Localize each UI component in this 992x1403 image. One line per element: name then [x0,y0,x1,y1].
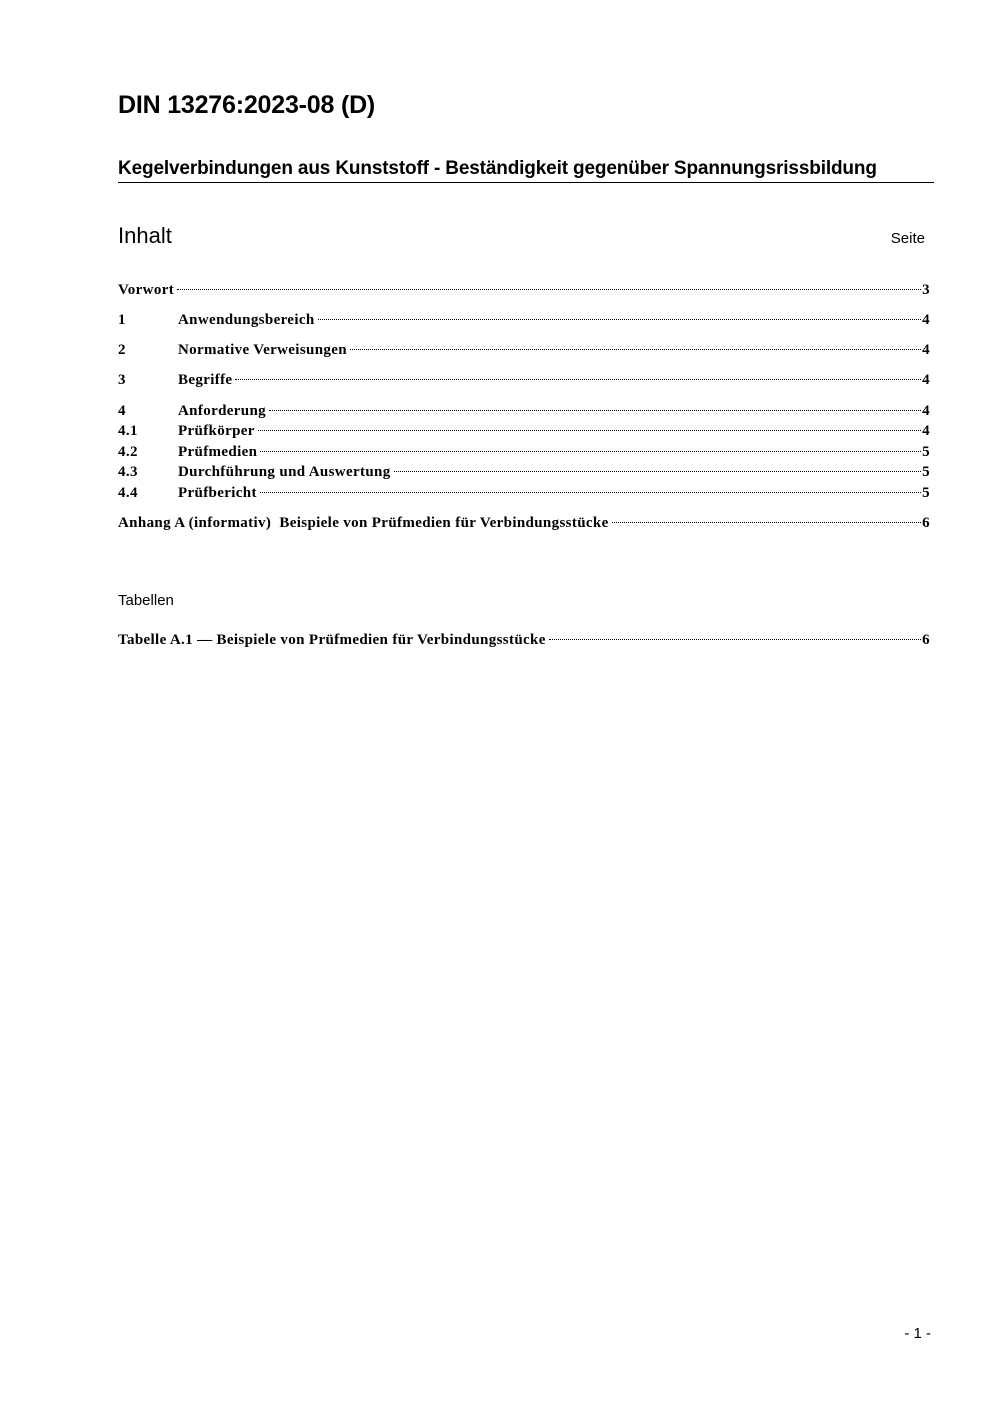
toc-leader [350,349,921,350]
toc-entry-label: Anhang A (informativ) Beispiele von Prüfmedien für Verbindungsstücke [118,515,609,531]
toc-entry-page: 5 [922,485,930,501]
toc-entry-page: 5 [922,444,930,460]
toc-entry-4-2[interactable] [118,442,930,462]
toc-entry-number: 2 [118,342,126,358]
toc-entry-number: 1 [118,312,126,328]
document-title: Kegelverbindungen aus Kunststoff - Beständigkeit gegenüber Spannungsrissbildung [118,157,934,183]
toc-entry-vorwort[interactable] [118,280,930,300]
toc-entry-number: 4.3 [118,464,138,480]
toc-entry-4-4[interactable] [118,483,930,503]
toc-entry-page: 4 [922,403,930,419]
toc-entry-anhang-a[interactable] [118,513,930,533]
toc-entry-4-3[interactable] [118,462,930,482]
toc-entry-2[interactable] [118,340,930,360]
toc-entry-page: 6 [922,515,930,531]
toc-entry-label: Anwendungsbereich [178,312,315,328]
toc-leader [258,430,921,431]
toc-leader [318,319,922,320]
toc-leader [235,379,921,380]
page-number: - 1 - [904,1325,931,1342]
table-entry-page: 6 [922,632,930,648]
toc-heading: Inhalt [118,223,172,248]
toc-entry-4[interactable] [118,401,930,421]
toc-leader [260,451,921,452]
toc-entry-label: Vorwort [118,282,175,298]
toc-entry-number: 4 [118,403,126,419]
tables-heading: Tabellen [118,592,174,609]
toc-entry-number: 4.4 [118,485,138,501]
toc-entry-page: 5 [922,464,930,480]
toc-entry-label: Prüfkörper [178,423,255,439]
toc-leader [612,522,922,523]
table-entry-label: Tabelle A.1 — Beispiele von Prüfmedien für Verbindungsstücke [118,632,546,648]
document-id: DIN 13276:2023-08 (D) [118,91,376,119]
toc-entry-page: 4 [922,312,930,328]
toc-leader [269,410,921,411]
toc-entry-3[interactable] [118,370,930,390]
page-column-label: Seite [890,230,925,247]
toc-entry-page: 4 [922,372,930,388]
toc-leader [394,471,922,472]
toc-entry-4-1[interactable] [118,421,930,441]
toc-leader [260,492,921,493]
toc-entry-label: Begriffe [178,372,233,388]
toc-entry-label: Normative Verweisungen [178,342,347,358]
toc-leader [177,289,921,290]
toc-entry-number: 4.1 [118,423,138,439]
table-entry-a1[interactable] [118,630,930,650]
toc-entry-label: Prüfbericht [178,485,257,501]
toc-entry-page: 4 [922,342,930,358]
toc-entry-label: Prüfmedien [178,444,258,460]
toc-entry-label: Durchführung und Auswertung [178,464,391,480]
toc-entry-label: Anforderung [178,403,267,419]
toc-leader [549,639,921,640]
toc-entry-page: 4 [922,423,930,439]
toc-entry-number: 4.2 [118,444,138,460]
toc-entry-1[interactable] [118,310,930,330]
toc-entry-number: 3 [118,372,126,388]
toc-entry-page: 3 [922,282,930,298]
